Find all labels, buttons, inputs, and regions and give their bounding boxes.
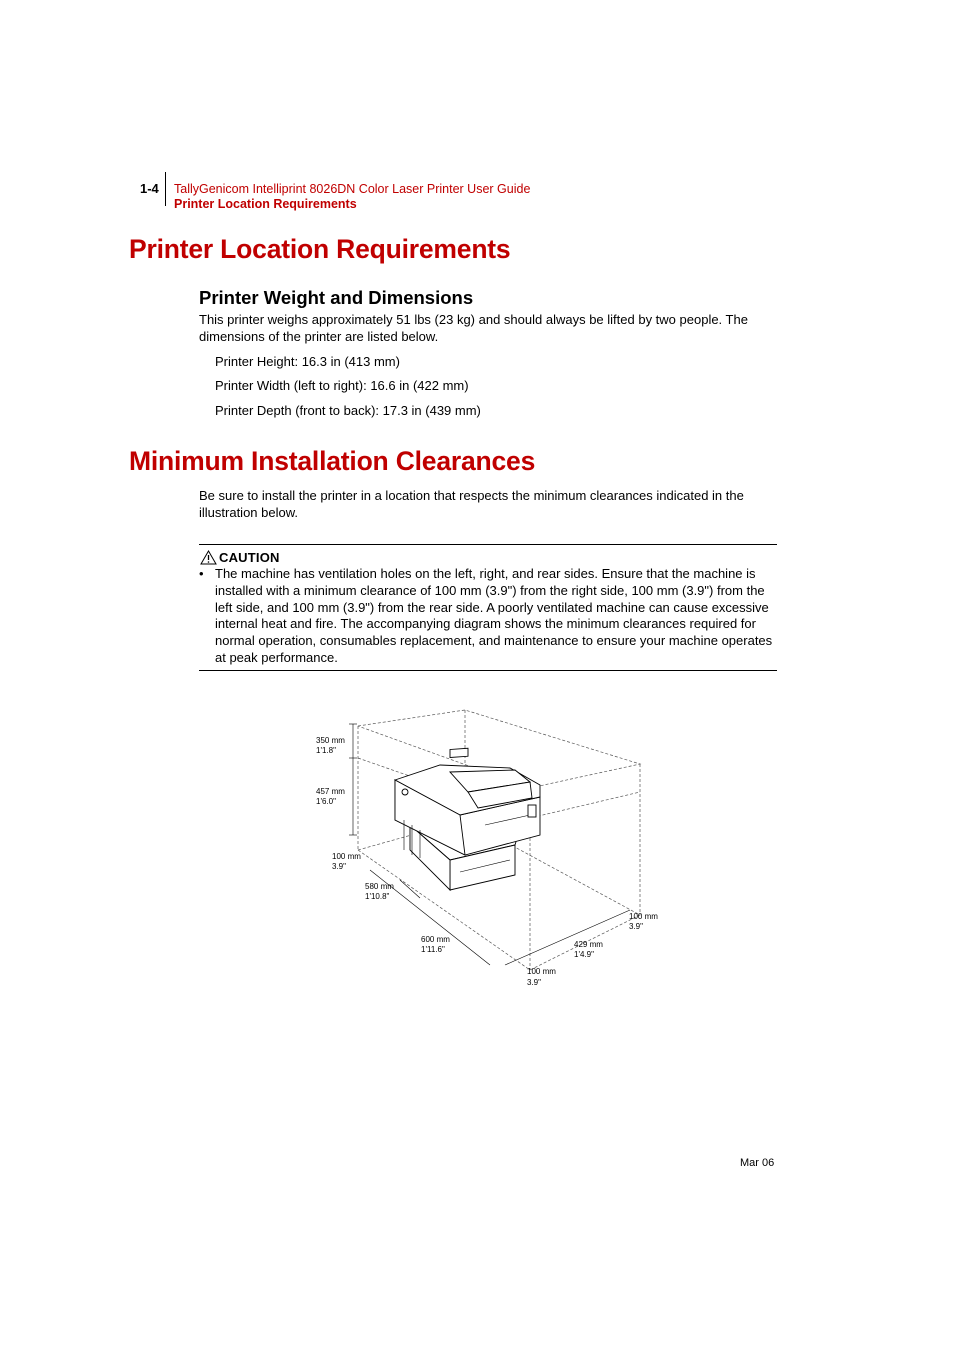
clearance-paragraph: Be sure to install the printer in a location that respects the minimum clearances indicated in the illustration below.: [199, 488, 744, 520]
dim-457-in: 1'6.0": [316, 797, 336, 806]
dim-100-left-mm: 100 mm: [332, 852, 361, 861]
bullet: •: [199, 566, 204, 581]
dim-100-right-in: 3.9": [629, 922, 643, 931]
warning-triangle-icon: [200, 550, 217, 565]
dim-600-in: 1'11.6": [421, 945, 445, 954]
section-name: Printer Location Requirements: [174, 197, 357, 211]
dim-429-in: 1'4.9": [574, 950, 594, 959]
running-header: [174, 182, 530, 212]
dim-580-mm: 580 mm: [365, 882, 394, 891]
dim-600-mm: 600 mm: [421, 935, 450, 944]
spec-width: Printer Width (left to right): 16.6 in (422 mm): [215, 378, 469, 393]
dim-100-rear-mm: 100 mm: [527, 967, 556, 976]
footer-date: Mar 06: [740, 1157, 775, 1169]
dim-100-right-mm: 100 mm: [629, 912, 658, 921]
dim-457-mm: 457 mm: [316, 787, 345, 796]
dim-100-rear-in: 3.9": [527, 978, 541, 987]
dim-429-mm: 429 mm: [574, 940, 603, 949]
heading-min-clearances: Minimum Installation Clearances: [129, 446, 536, 476]
page-number: 1-4: [140, 181, 159, 196]
clearance-diagram: [300, 700, 680, 1000]
caution-heading: [200, 550, 280, 565]
caution-text: The machine has ventilation holes on the left, right, and rear sides. Ensure that the machine is installed with a minimum clearance of 100 mm (3.9") from the right side, 100 mm (3.9") from the left side, and 100 mm (3.9") from the rear side. A poorly ventilated machine can cause excessive internal heat and fire. The accompanying diagram shows the minimum clearances required for normal operation, consumables replacement, and maintenance to ensure your machine operates at peak performance.: [215, 566, 773, 665]
caution-label: CAUTION: [219, 550, 280, 565]
spec-depth: Printer Depth (front to back): 17.3 in (439 mm): [215, 403, 481, 418]
heading-printer-location: Printer Location Requirements: [129, 234, 511, 264]
dim-350-in: 1'1.8": [316, 746, 336, 755]
dim-580-in: 1'10.8": [365, 892, 390, 901]
heading-weight-dimensions: Printer Weight and Dimensions: [199, 287, 474, 308]
guide-title: TallyGenicom Intelliprint 8026DN Color Laser Printer User Guide: [174, 182, 531, 196]
spec-height: Printer Height: 16.3 in (413 mm): [215, 354, 400, 369]
weight-paragraph: This printer weighs approximately 51 lbs (23 kg) and should always be lifted by two people. The dimensions of the printer are listed below.: [199, 312, 748, 344]
caution-box: [199, 544, 777, 671]
dim-100-left-in: 3.9": [332, 862, 346, 871]
header-divider: [165, 172, 166, 206]
printer-illustration: [395, 748, 540, 890]
dim-350-mm: 350 mm: [316, 736, 345, 745]
